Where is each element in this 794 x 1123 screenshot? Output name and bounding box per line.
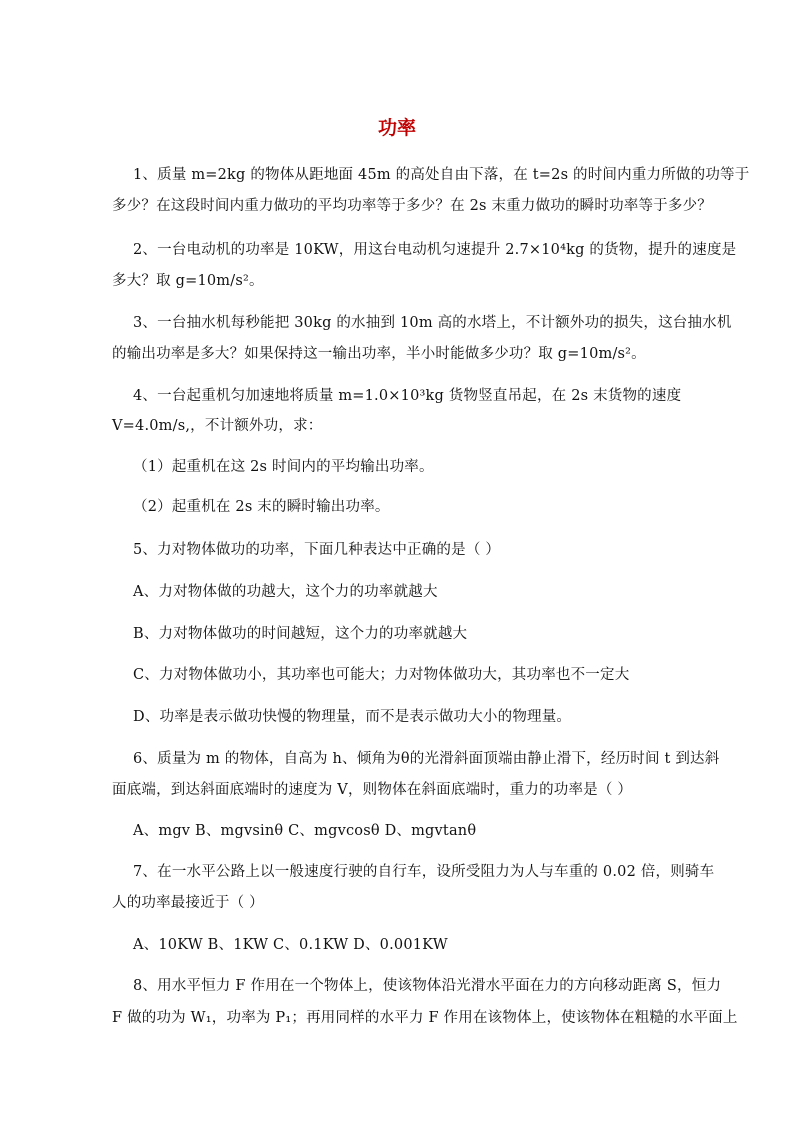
q4-line-2: V=4.0m/s,，不计额外功，求： xyxy=(112,418,323,434)
q2-line-2: 多大？取 g=10m/s²。 xyxy=(112,273,264,289)
q3-line-1: 3、一台抽水机每秒能把 30kg 的水抽到 10m 高的水塔上，不计额外功的损失，这台抽水机 xyxy=(133,315,732,331)
q5-stem: 5、力对物体做功的功率，下面几种表达中正确的是（ ） xyxy=(133,542,501,558)
q7-line-1: 7、在一水平公路上以一般速度行驶的自行车，设所受阻力为人与车重的 0.02 倍，则骑车 xyxy=(133,864,715,880)
q8-line-1: 8、用水平恒力 F 作用在一个物体上，使该物体沿光滑水平面在力的方向移动距离 S，恒力 xyxy=(133,978,722,994)
q1-line-2: 多少？在这段时间内重力做功的平均功率等于多少？在 2s 末重力做功的瞬时功率等于多少？ xyxy=(112,198,712,214)
q4-part-2: （2）起重机在 2s 末的瞬时输出功率。 xyxy=(133,499,390,515)
q2-line-1: 2、一台电动机的功率是 10KW，用这台电动机匀速提升 2.7×10⁴kg 的货物，提升的速度是 xyxy=(133,242,737,258)
q7-line-2: 人的功率最接近于（ ） xyxy=(112,895,264,911)
q3-line-2: 的输出功率是多大？如果保持这一输出功率，半小时能做多少功？取 g=10m/s²。 xyxy=(112,346,646,362)
q5-option-d: D、功率是表示做功快慢的物理量，而不是表示做功大小的物理量。 xyxy=(133,709,572,725)
q4-part-1: （1）起重机在这 2s 时间内的平均输出功率。 xyxy=(133,459,434,475)
q5-option-b: B、力对物体做功的时间越短，这个力的功率就越大 xyxy=(133,626,468,642)
page-title: 功率 xyxy=(377,117,416,139)
q8-line-2: F 做的功为 W₁，功率为 P₁；再用同样的水平力 F 作用在该物体上，使该物体在粗糙的水平面上 xyxy=(112,1010,738,1026)
q7-options: A、10KW B、1KW C、0.1KW D、0.001KW xyxy=(133,937,448,953)
q6-line-2: 面底端，到达斜面底端时的速度为 V，则物体在斜面底端时，重力的功率是（ ） xyxy=(112,782,633,798)
q6-options: A、mgv B、mgvsinθ C、mgvcosθ D、mgvtanθ xyxy=(133,823,477,839)
q5-option-c: C、力对物体做功小，其功率也可能大；力对物体做功大，其功率也不一定大 xyxy=(133,667,630,683)
q1-line-1: 1、质量 m=2kg 的物体从距地面 45m 的高处自由下落，在 t=2s 的时间内重力所做的功等于 xyxy=(133,167,750,183)
q4-line-1: 4、一台起重机匀加速地将质量 m=1.0×10³kg 货物竖直吊起，在 2s 末货物的速度 xyxy=(133,388,682,404)
q6-line-1: 6、质量为 m 的物体，自高为 h、倾角为θ的光滑斜面顶端由静止滑下，经历时间 t 到达斜 xyxy=(133,751,720,767)
q5-option-a: A、力对物体做的功越大，这个力的功率就越大 xyxy=(133,584,438,600)
